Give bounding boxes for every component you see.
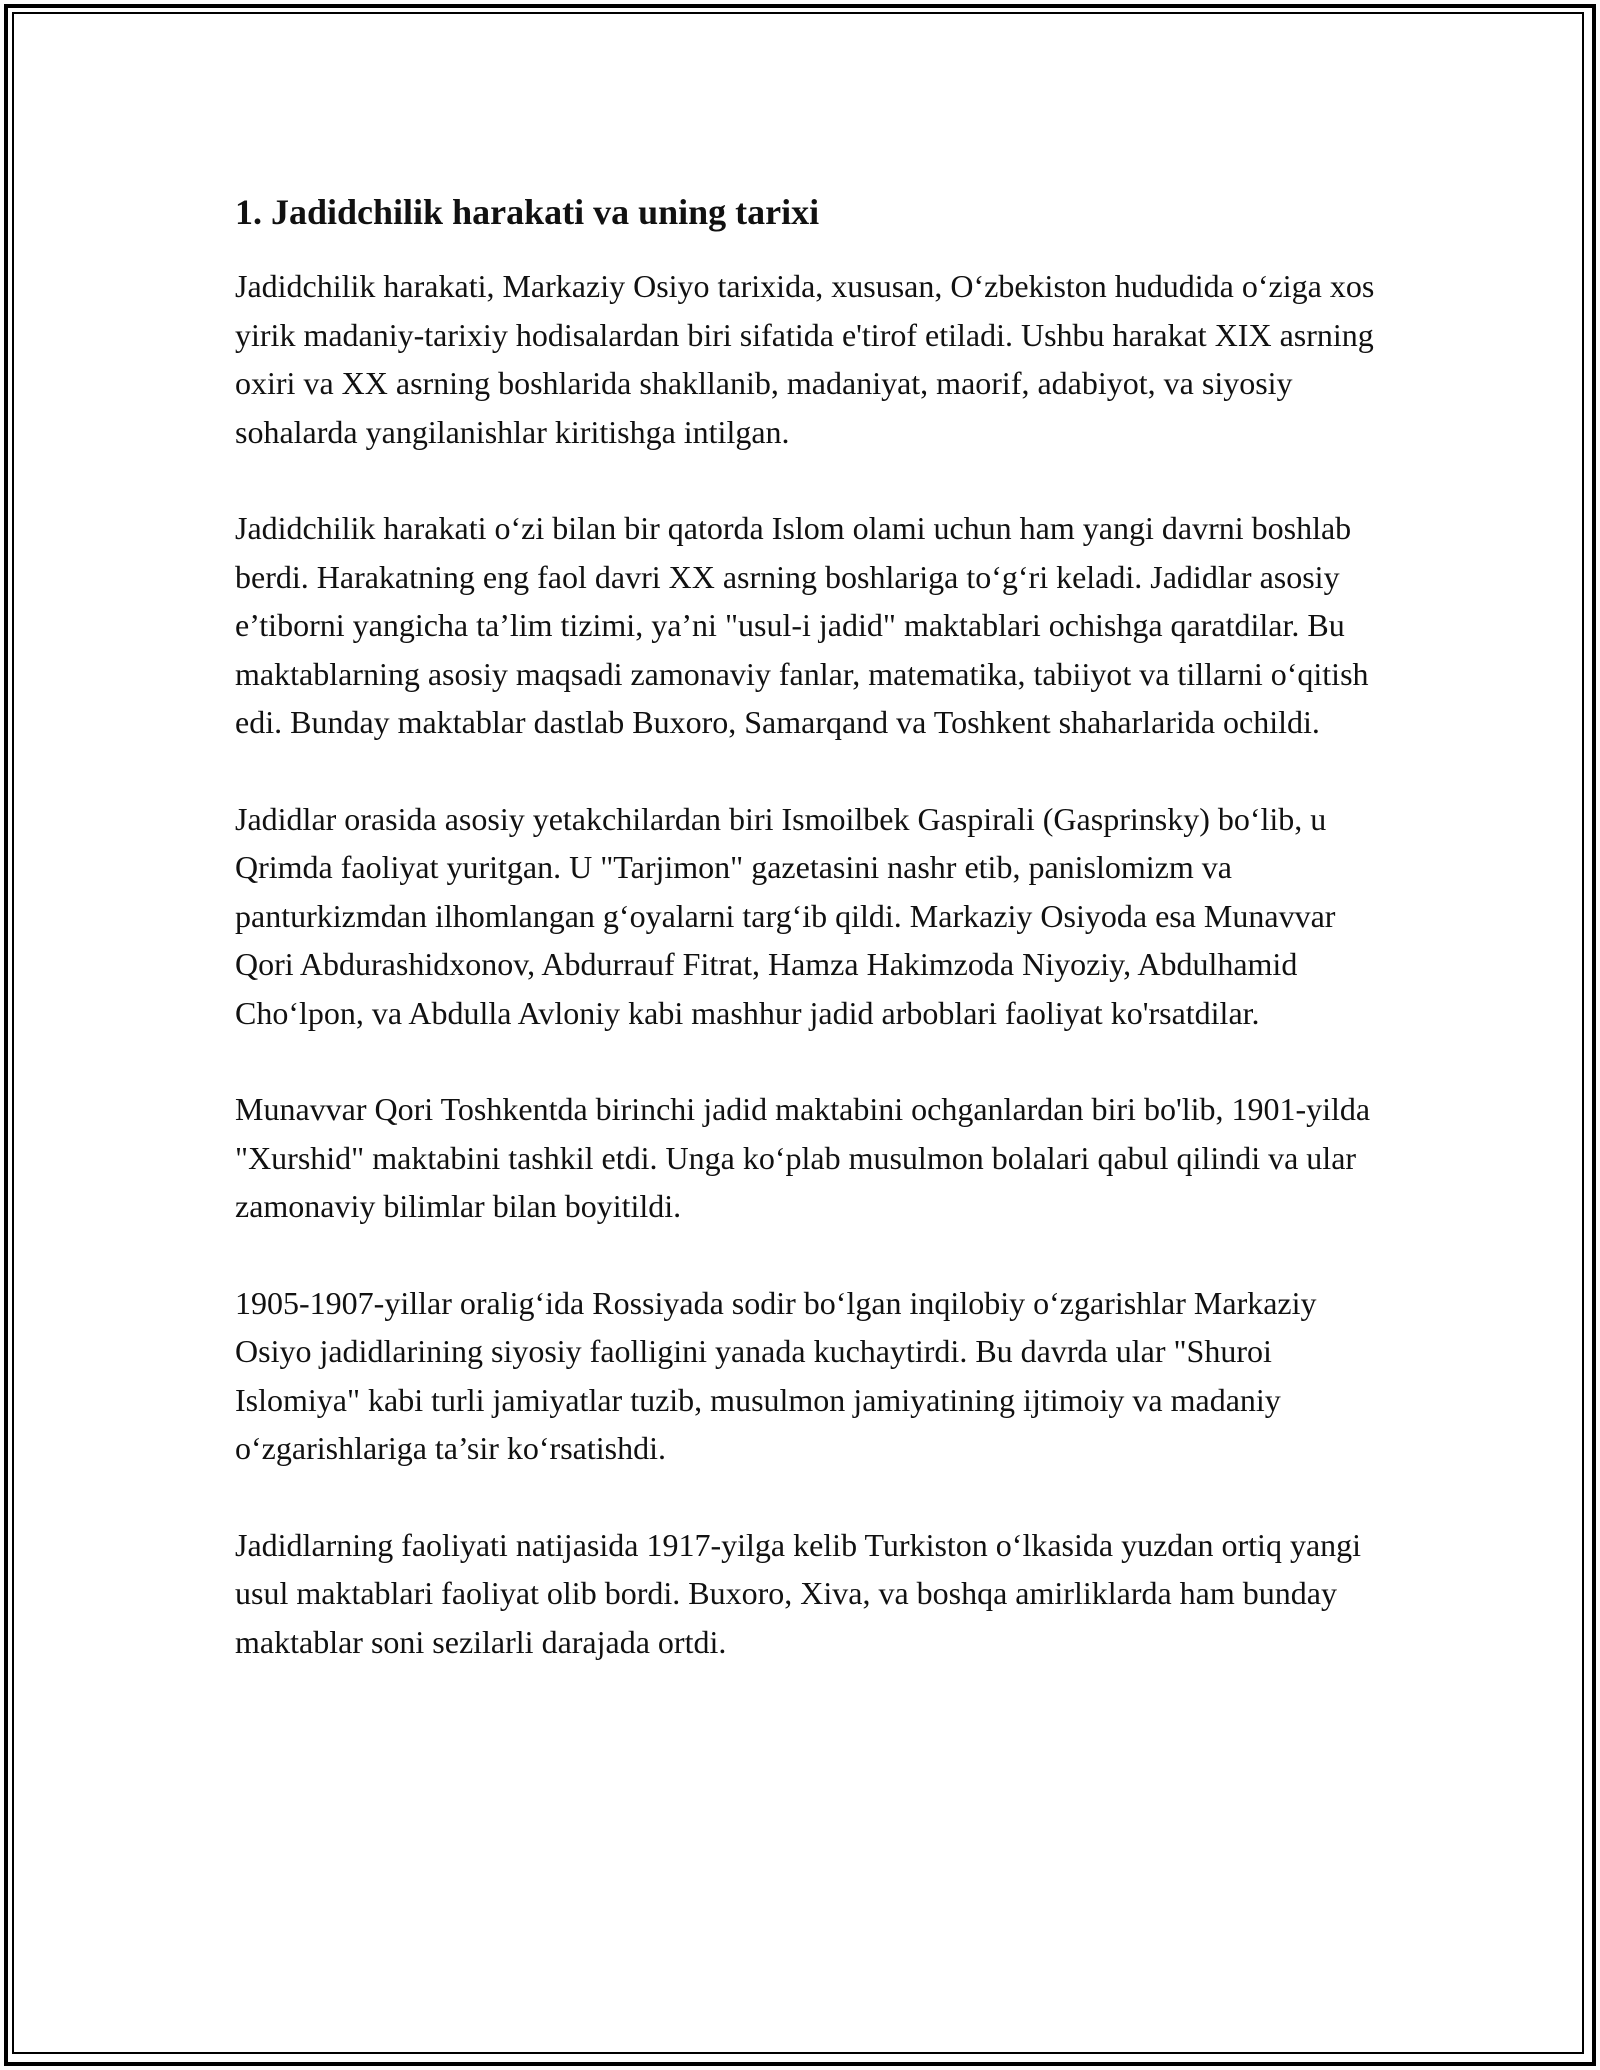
paragraph-3: Jadidlar orasida asosiy yetakchilardan biri Ismoilbek Gaspirali (Gasprinsky) bo‘lib, u Qrimda faoliyat yuritgan. U "Tarjimon" gazetasini nashr etib, panislomizm va panturkizmdan ilhomlangan g‘oyalarni targ‘ib qildi. Markaziy Osiyoda esa Munavvar Qori Abdurashidxonov, Abdurrauf Fitrat, Hamza Hakimzoda Niyoziy, Abdulhamid Cho‘lpon, va Abdulla Avloniy kabi mashhur jadid arboblari faoliyat ko'rsatdilar. bbox=[235, 800, 1336, 1031]
paragraph-2: Jadidchilik harakati o‘zi bilan bir qatorda Islom olami uchun ham yangi davrni boshlab berdi. Harakatning eng faol davri XX asrning boshlariga to‘g‘ri keladi. Jadidlar asosiy e’tiborni yangicha ta’lim tizimi, ya’ni "usul-i jadid" maktablari ochishga qaratdilar. Bu maktablarning asosiy maqsadi zamonaviy fanlar, matematika, tabiiyot va tillarni o‘qitish edi. Bunday maktablar dastlab Buxoro, Samarqand va Toshkent shaharlarida ochildi. bbox=[235, 510, 1369, 740]
paragraph-5: 1905-1907-yillar oralig‘ida Rossiyada sodir bo‘lgan inqilobiy o‘zgarishlar Markaziy Osiyo jadidlarining siyosiy faolligini yanada kuchaytirdi. Bu davrda ular "Shuroi Islomiya" kabi turli jamiyatlar tuzib, musulmon jamiyatining ijtimoiy va madaniy o‘zgarishlariga ta’sir ko‘rsatishdi. bbox=[235, 1284, 1317, 1466]
paragraph-4: Munavvar Qori Toshkentda birinchi jadid maktabini ochganlardan biri bo'lib, 1901-yilda "Xurshid" maktabini tashkil etdi. Unga ko‘plab musulmon bolalari qabul qilindi va ular zamonaviy bilimlar bilan boyitildi. bbox=[235, 1091, 1371, 1224]
document-title: 1. Jadidchilik harakati va uning tarixi bbox=[235, 192, 820, 232]
document-body bbox=[235, 188, 1375, 1714]
paragraph-6: Jadidlarning faoliyati natijasida 1917-yilga kelib Turkiston o‘lkasida yuzdan ortiq yangi usul maktablari faoliyat olib bordi. Buxoro, Xiva, va boshqa amirliklarda ham bunday maktablar soni sezilarli darajada ortdi. bbox=[235, 1526, 1362, 1660]
paragraph-1: Jadidchilik harakati, Markaziy Osiyo tarixida, xususan, O‘zbekiston hududida o‘ziga xos yirik madaniy-tarixiy hodisalardan biri sifatida e'tirof etiladi. Ushbu harakat XIX asrning oxiri va XX asrning boshlarida shakllanib, madaniyat, maorif, adabiyot, va siyosiy sohalarda yangilanishlar kiritishga intilgan. bbox=[235, 268, 1375, 450]
